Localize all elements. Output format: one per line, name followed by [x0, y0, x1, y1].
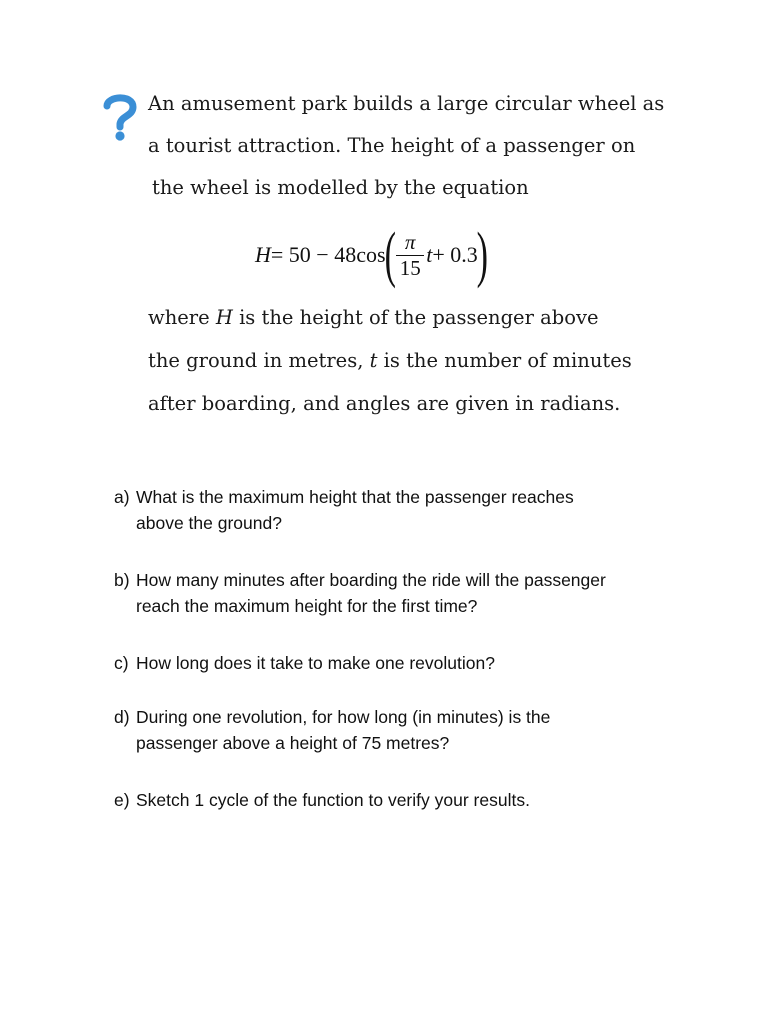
question-text: Sketch 1 cycle of the function to verify your results. [136, 790, 530, 810]
variable-t: t [369, 349, 378, 372]
equation-lhs: H [255, 242, 271, 267]
question-text: How long does it take to make one revolution? [136, 653, 495, 673]
question-text: How many minutes after boarding the ride will the passenger [136, 570, 606, 590]
problem-intro-line-1: An amusement park builds a large circular wheel as [148, 92, 665, 115]
problem-intro-line-2: a tourist attraction. The height of a passenger on [148, 134, 636, 157]
problem-description-line-2: the ground in metres, t is the number of minutes [148, 349, 632, 372]
question-letter: c) [114, 653, 129, 673]
fraction-numerator: π [404, 229, 416, 254]
problem-description-line-1: where H is the height of the passenger above [148, 306, 599, 329]
question-text: above the ground? [136, 513, 282, 533]
question-mark-icon [100, 92, 140, 142]
problem-description-line-3: after boarding, and angles are given in radians. [148, 392, 621, 415]
question-letter: d) [114, 707, 130, 727]
question-e [114, 787, 714, 813]
question-text: reach the maximum height for the first time? [136, 596, 478, 616]
height-equation [255, 218, 486, 292]
question-a [114, 484, 714, 536]
equation-eq-sign: = 50 − 48cos [270, 242, 386, 267]
equation-phase: + 0.3 [432, 242, 478, 267]
variable-h: H [215, 306, 233, 329]
question-text: During one revolution, for how long (in minutes) is the [136, 707, 551, 727]
problem-intro-line-3: the wheel is modelled by the equation [152, 176, 529, 199]
question-text: What is the maximum height that the passenger reaches [136, 487, 574, 507]
question-letter: e) [114, 790, 130, 810]
fraction-denominator: 15 [399, 255, 421, 280]
question-b [114, 567, 714, 619]
question-c [114, 650, 714, 676]
question-letter: b) [114, 570, 130, 590]
left-paren: ( [384, 221, 396, 289]
equation-t: t [426, 242, 433, 267]
right-paren: ) [476, 221, 488, 289]
equation-fraction [396, 229, 424, 280]
question-letter: a) [114, 487, 130, 507]
question-text: passenger above a height of 75 metres? [136, 733, 450, 753]
question-d [114, 704, 714, 756]
